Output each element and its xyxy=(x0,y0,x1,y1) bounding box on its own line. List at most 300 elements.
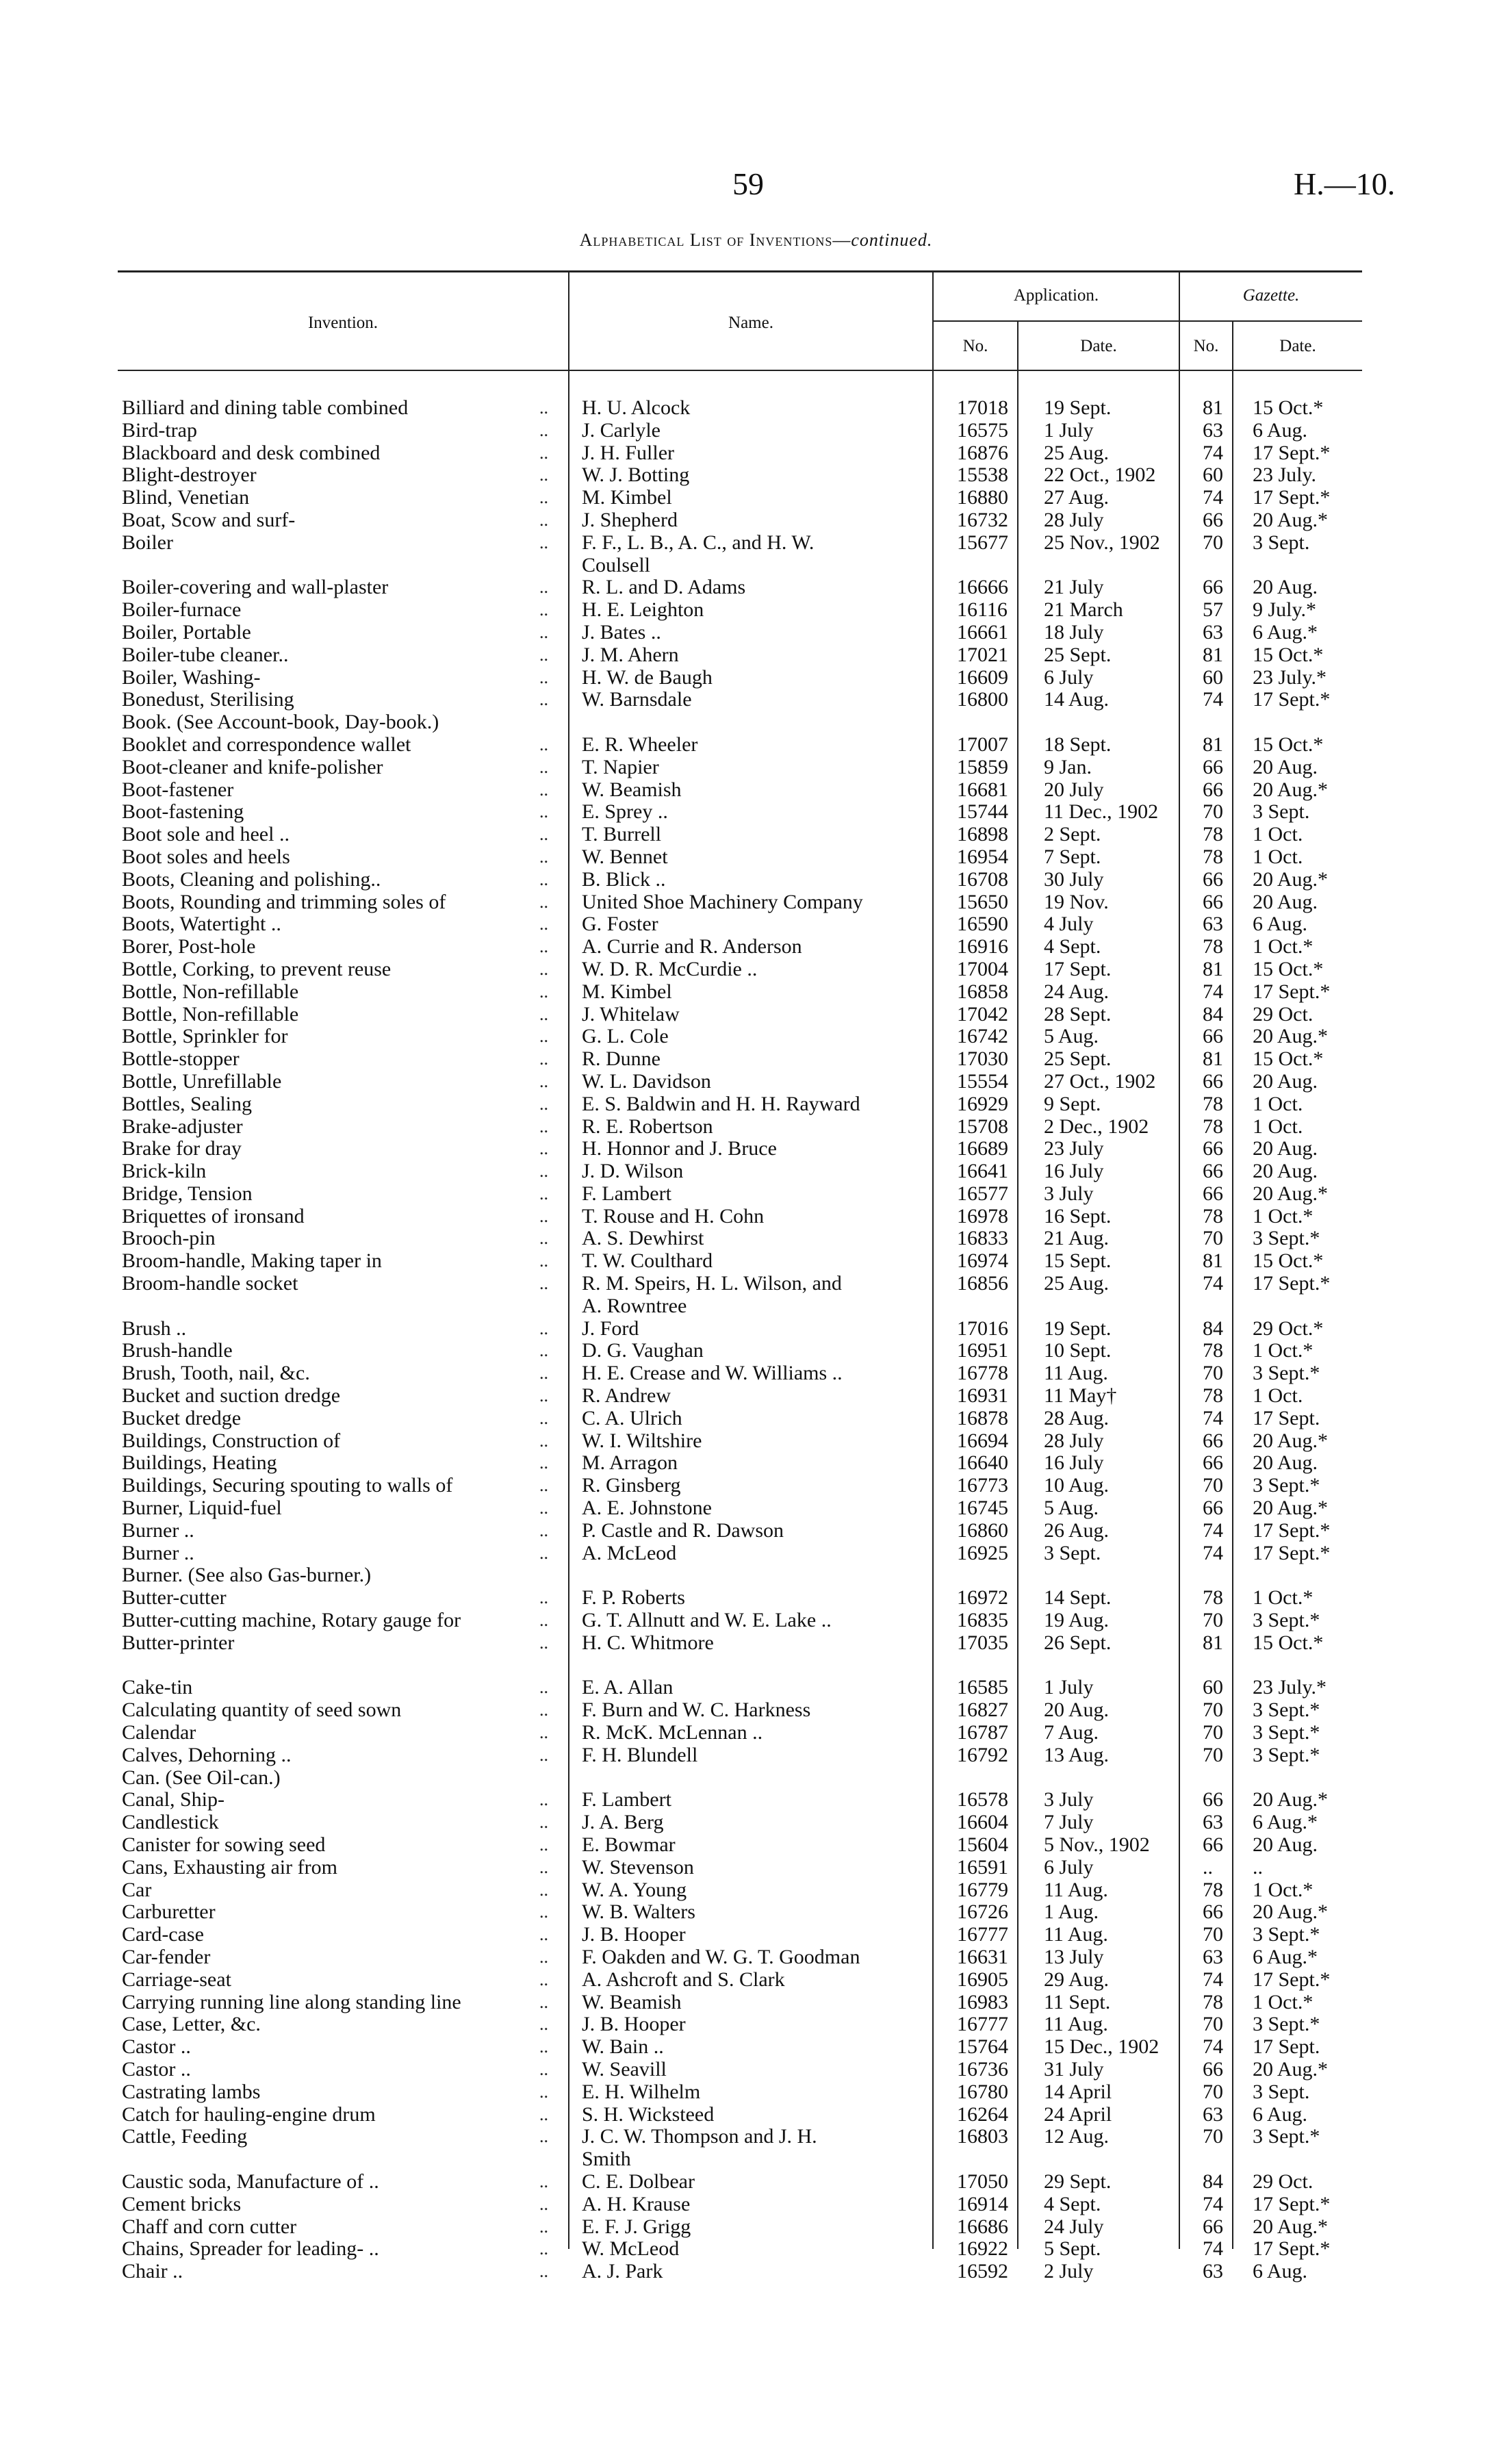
leader-dots: .. xyxy=(539,1183,548,1204)
gazette-number-cell: 63 xyxy=(1203,913,1223,936)
header-name: Name. xyxy=(728,314,773,332)
application-number-cell: 16640 xyxy=(957,1451,1008,1475)
page-number: 59 xyxy=(732,166,764,201)
gazette-date-cell: 17 Sept. xyxy=(1253,2035,1320,2059)
leader-dots: .. xyxy=(539,1363,548,1384)
name-cell: W. B. Walters xyxy=(582,1901,695,1924)
application-date-cell: 1 July xyxy=(1044,418,1094,442)
table-row xyxy=(0,2036,1512,2059)
name-cell: E. H. Wilhelm xyxy=(582,2081,701,2103)
name-cell: J. Whitelaw xyxy=(582,1003,680,1026)
leader-dots: .. xyxy=(539,1273,548,1294)
leader-dots: .. xyxy=(539,1228,548,1249)
leader-dots: .. xyxy=(539,824,548,845)
gazette-date-cell: 6 Aug. xyxy=(1253,2260,1308,2283)
gazette-date-cell: 17 Sept.* xyxy=(1253,486,1331,509)
table-row xyxy=(0,1430,1512,1453)
name-cell: J. A. Berg xyxy=(582,1811,664,1834)
leader-dots: .. xyxy=(539,1969,548,1989)
name-cell: H. Honnor and J. Bruce xyxy=(582,1138,777,1160)
document-reference: H.—10. xyxy=(1294,166,1396,201)
table-row xyxy=(0,1699,1512,1722)
application-date-cell: 9 Jan. xyxy=(1044,755,1092,778)
table-row xyxy=(0,756,1512,779)
name-cell: W. Bain .. xyxy=(582,2036,664,2059)
gazette-date-cell: 20 Aug.* xyxy=(1253,1429,1329,1452)
application-number-cell: 17042 xyxy=(957,1002,1008,1026)
table-row xyxy=(0,1183,1512,1206)
name-cell: A. Currie and R. Anderson xyxy=(582,936,802,958)
application-date-cell: 12 Aug. xyxy=(1044,2125,1110,2148)
application-date-cell: 17 Sept. xyxy=(1044,957,1112,980)
invention-cell: Catch for hauling-engine drum xyxy=(122,2103,376,2126)
gazette-number-cell: 81 xyxy=(1203,1631,1223,1654)
gazette-number-cell: 63 xyxy=(1203,1811,1223,1834)
gazette-number-cell: 66 xyxy=(1203,508,1223,531)
gazette-number-cell: 63 xyxy=(1203,620,1223,644)
application-date-cell: 11 Aug. xyxy=(1044,1923,1108,1946)
application-date-cell: 5 Aug. xyxy=(1044,1497,1099,1520)
invention-cell: Car xyxy=(122,1879,152,1901)
application-date-cell: 25 Aug. xyxy=(1044,441,1110,464)
gazette-number-cell: 70 xyxy=(1203,1227,1223,1250)
gazette-date-cell: 20 Aug. xyxy=(1253,1069,1318,1093)
application-date-cell: 1 Aug. xyxy=(1044,1900,1099,1924)
leader-dots: .. xyxy=(539,465,548,485)
gazette-date-cell: 1 Oct.* xyxy=(1253,1586,1314,1610)
application-date-cell: 13 Aug. xyxy=(1044,1743,1110,1766)
application-date-cell: 28 July xyxy=(1044,508,1104,531)
gazette-date-cell: 23 July. xyxy=(1253,463,1317,487)
application-date-cell: 14 April xyxy=(1044,2080,1112,2103)
application-date-cell: 13 July xyxy=(1044,1945,1104,1968)
name-cell: J. D. Wilson xyxy=(582,1160,684,1183)
application-number-cell: 16689 xyxy=(957,1137,1008,1160)
gazette-date-cell: 3 Sept.* xyxy=(1253,1474,1320,1497)
leader-dots: .. xyxy=(539,2104,548,2124)
table-row xyxy=(0,1452,1512,1475)
application-number-cell: 15744 xyxy=(957,800,1008,824)
invention-cell: Boiler-covering and wall-plaster xyxy=(122,576,389,599)
application-number-cell: 16590 xyxy=(957,913,1008,936)
leader-dots: .. xyxy=(539,2059,548,2079)
application-date-cell: 1 July xyxy=(1044,1676,1094,1699)
name-cell: A. J. Park xyxy=(582,2261,663,2283)
invention-cell: Bottle, Sprinkler for xyxy=(122,1026,288,1048)
name-cell: J. Ford xyxy=(582,1317,639,1340)
table-row xyxy=(0,1789,1512,1811)
name-cell: R. Dunne xyxy=(582,1048,661,1071)
gazette-date-cell: 6 Aug. xyxy=(1253,2102,1308,2126)
application-date-cell: 14 Sept. xyxy=(1044,1586,1112,1610)
application-date-cell: 29 Sept. xyxy=(1044,2170,1112,2193)
application-number-cell: 17016 xyxy=(957,1317,1008,1340)
gazette-date-cell: 17 Sept. xyxy=(1253,1406,1320,1429)
leader-dots: .. xyxy=(539,2037,548,2057)
leader-dots: .. xyxy=(539,600,548,620)
gazette-date-cell: 17 Sept.* xyxy=(1253,2237,1331,2261)
application-number-cell: 16631 xyxy=(957,1945,1008,1968)
application-number-cell: 16951 xyxy=(957,1339,1008,1362)
invention-cell: Blind, Venetian xyxy=(122,487,250,509)
gazette-date-cell: 3 Sept. xyxy=(1253,531,1310,554)
name-cell: T. Burrell xyxy=(582,824,662,846)
invention-cell: Boiler-furnace xyxy=(122,599,242,622)
gazette-date-cell: 17 Sept.* xyxy=(1253,1518,1331,1542)
application-date-cell: 19 Aug. xyxy=(1044,1609,1110,1632)
invention-cell: Bonedust, Sterilising xyxy=(122,689,294,711)
application-number-cell: 16732 xyxy=(957,508,1008,531)
application-number-cell: 16778 xyxy=(957,1362,1008,1385)
invention-cell: Caustic soda, Manufacture of .. xyxy=(122,2170,379,2193)
application-number-cell: 16592 xyxy=(957,2260,1008,2283)
name-cell: G. T. Allnutt and W. E. Lake .. xyxy=(582,1610,832,1632)
name-cell: F. P. Roberts xyxy=(582,1587,685,1610)
list-title xyxy=(0,230,1512,251)
name-cell: C. A. Ulrich xyxy=(582,1407,682,1429)
invention-cell: Brick-kiln xyxy=(122,1160,207,1183)
leader-dots: .. xyxy=(539,1902,548,1922)
name-cell: E. F. J. Grigg xyxy=(582,2215,691,2238)
name-cell: W. Bennet xyxy=(582,845,668,868)
leader-dots: .. xyxy=(539,622,548,642)
application-number-cell: 17018 xyxy=(957,396,1008,419)
name-cell: J. Carlyle xyxy=(582,419,661,442)
gazette-number-cell: 70 xyxy=(1203,1362,1223,1385)
leader-dots: .. xyxy=(539,914,548,934)
gazette-date-cell: 17 Sept.* xyxy=(1253,2192,1331,2215)
gazette-number-cell: 60 xyxy=(1203,463,1223,487)
application-number-cell: 16898 xyxy=(957,823,1008,846)
invention-cell: Burner, Liquid-fuel xyxy=(122,1497,282,1520)
invention-cell: Castor .. xyxy=(122,2036,191,2059)
gazette-number-cell: 63 xyxy=(1203,2102,1223,2126)
table-row xyxy=(0,555,1512,577)
name-cell: F. Oakden and W. G. T. Goodman xyxy=(582,1946,860,1968)
application-number-cell: 16686 xyxy=(957,2215,1008,2238)
name-cell: F. Lambert xyxy=(582,1789,671,1811)
leader-dots: .. xyxy=(539,1790,548,1810)
invention-cell: Briquettes of ironsand xyxy=(122,1205,305,1228)
application-date-cell: 21 March xyxy=(1044,598,1123,622)
application-number-cell: 15604 xyxy=(957,1833,1008,1856)
leader-dots: .. xyxy=(539,644,548,665)
name-cell: T. W. Coulthard xyxy=(582,1250,713,1273)
gazette-number-cell: 78 xyxy=(1203,1878,1223,1901)
gazette-number-cell: 70 xyxy=(1203,531,1223,554)
table-row xyxy=(0,1677,1512,1699)
gazette-date-cell: 1 Oct. xyxy=(1253,845,1303,868)
gazette-date-cell: 20 Aug.* xyxy=(1253,1497,1329,1520)
application-number-cell: 15554 xyxy=(957,1069,1008,1093)
invention-cell: Borer, Post-hole xyxy=(122,936,256,958)
table-row xyxy=(0,2171,1512,2193)
table-row xyxy=(0,599,1512,622)
application-date-cell: 16 July xyxy=(1044,1160,1104,1183)
table-row xyxy=(0,2059,1512,2081)
invention-cell: Boiler xyxy=(122,531,173,554)
name-cell: E. Sprey .. xyxy=(582,801,668,824)
name-cell: W. Beamish xyxy=(582,778,682,801)
gazette-number-cell: 66 xyxy=(1203,755,1223,778)
invention-cell: Brake for dray xyxy=(122,1138,242,1160)
table-row xyxy=(0,1969,1512,1992)
table-row xyxy=(0,464,1512,487)
name-cell: A. McLeod xyxy=(582,1542,677,1564)
name-cell: United Shoe Machinery Company xyxy=(582,891,863,913)
name-cell: E. R. Wheeler xyxy=(582,733,698,756)
gazette-number-cell: 78 xyxy=(1203,1204,1223,1228)
application-date-cell: 26 Aug. xyxy=(1044,1518,1110,1542)
leader-dots: .. xyxy=(539,1610,548,1631)
leader-dots: .. xyxy=(539,1722,548,1743)
application-date-cell: 11 Aug. xyxy=(1044,1362,1108,1385)
table-row xyxy=(0,1004,1512,1026)
name-cell: W. Stevenson xyxy=(582,1856,694,1879)
application-number-cell: 16860 xyxy=(957,1518,1008,1542)
table-row xyxy=(0,1992,1512,2014)
gazette-number-cell: 70 xyxy=(1203,2080,1223,2103)
application-date-cell: 19 Nov. xyxy=(1044,890,1109,913)
leader-dots: .. xyxy=(539,779,548,800)
name-cell: Coulsell xyxy=(582,554,651,576)
application-date-cell: 20 July xyxy=(1044,778,1104,801)
application-number-cell: 16931 xyxy=(957,1384,1008,1408)
gazette-number-cell: 66 xyxy=(1203,1069,1223,1093)
name-cell: W. I. Wiltshire xyxy=(582,1429,702,1452)
leader-dots: .. xyxy=(539,846,548,867)
name-cell: A. E. Johnstone xyxy=(582,1497,712,1520)
name-cell: H. E. Crease and W. Williams .. xyxy=(582,1362,843,1385)
gazette-date-cell: 1 Oct.* xyxy=(1253,1204,1314,1228)
invention-cell: Butter-printer xyxy=(122,1631,235,1654)
gazette-date-cell: 23 July.* xyxy=(1253,1676,1327,1699)
gazette-number-cell: 66 xyxy=(1203,1182,1223,1205)
name-cell: E. S. Baldwin and H. H. Rayward xyxy=(582,1093,860,1115)
invention-cell: Canister for sowing seed xyxy=(122,1834,326,1856)
application-number-cell: 16578 xyxy=(957,1788,1008,1811)
gazette-number-cell: 78 xyxy=(1203,1586,1223,1610)
leader-dots: .. xyxy=(539,1004,548,1024)
application-number-cell: 17021 xyxy=(957,643,1008,666)
gazette-date-cell: 15 Oct.* xyxy=(1253,1249,1324,1273)
application-number-cell: 16929 xyxy=(957,1092,1008,1115)
application-date-cell: 11 Aug. xyxy=(1044,1878,1108,1901)
application-number-cell: 15538 xyxy=(957,463,1008,487)
invention-cell: Boat, Scow and surf- xyxy=(122,509,296,531)
gazette-number-cell: 60 xyxy=(1203,1676,1223,1699)
leader-dots: .. xyxy=(539,1453,548,1473)
invention-cell: Buildings, Construction of xyxy=(122,1429,341,1452)
header-invention: Invention. xyxy=(307,314,379,332)
name-cell: A. S. Dewhirst xyxy=(582,1228,704,1250)
gazette-date-cell: 1 Oct. xyxy=(1253,1384,1303,1408)
gazette-number-cell: 74 xyxy=(1203,2192,1223,2215)
application-date-cell: 15 Sept. xyxy=(1044,1249,1112,1273)
application-number-cell: 17035 xyxy=(957,1631,1008,1654)
application-date-cell: 10 Sept. xyxy=(1044,1339,1112,1362)
gazette-number-cell: 81 xyxy=(1203,957,1223,980)
name-cell: W. Beamish xyxy=(582,1991,682,2013)
leader-dots: .. xyxy=(539,937,548,957)
application-number-cell: 16974 xyxy=(957,1249,1008,1273)
leader-dots: .. xyxy=(539,1026,548,1047)
name-cell: R. Ginsberg xyxy=(582,1475,681,1497)
application-date-cell: 28 July xyxy=(1044,1429,1104,1452)
leader-dots: .. xyxy=(539,1588,548,1608)
gazette-date-cell: 3 Sept.* xyxy=(1253,1362,1320,1385)
gazette-number-cell: 66 xyxy=(1203,778,1223,801)
invention-cell: Boots, Cleaning and polishing.. xyxy=(122,868,381,891)
gazette-date-cell: 20 Aug. xyxy=(1253,890,1318,913)
application-date-cell: 25 Aug. xyxy=(1044,1272,1110,1295)
gazette-number-cell: 78 xyxy=(1203,935,1223,958)
name-cell: W. D. R. McCurdie .. xyxy=(582,958,758,980)
application-number-cell: 16925 xyxy=(957,1541,1008,1564)
application-number-cell: 16878 xyxy=(957,1406,1008,1429)
application-date-cell: 7 July xyxy=(1044,1811,1094,1834)
name-cell: A. Rowntree xyxy=(582,1295,687,1317)
invention-cell: Canal, Ship- xyxy=(122,1789,225,1811)
gazette-date-cell: 1 Oct. xyxy=(1253,1115,1303,1138)
invention-cell: Booklet and correspondence wallet xyxy=(122,733,411,756)
table-row xyxy=(0,1857,1512,1879)
invention-cell: Brush-handle xyxy=(122,1340,233,1362)
table-row xyxy=(0,2148,1512,2171)
invention-cell: Cake-tin xyxy=(122,1677,193,1699)
application-number-cell: 16661 xyxy=(957,620,1008,644)
invention-cell: Boot-cleaner and knife-polisher xyxy=(122,756,383,778)
leader-dots: .. xyxy=(539,958,548,979)
application-date-cell: 30 July xyxy=(1044,867,1104,891)
leader-dots: .. xyxy=(539,1318,548,1338)
gazette-number-cell: 78 xyxy=(1203,1092,1223,1115)
application-date-cell: 21 July xyxy=(1044,576,1104,599)
table-row xyxy=(0,644,1512,667)
gazette-number-cell: 81 xyxy=(1203,643,1223,666)
table-row xyxy=(0,420,1512,442)
table-row xyxy=(0,1811,1512,1834)
invention-cell: Castor .. xyxy=(122,2058,191,2081)
application-number-cell: 16792 xyxy=(957,1743,1008,1766)
application-number-cell: 16803 xyxy=(957,2125,1008,2148)
table-row xyxy=(0,1564,1512,1587)
table-row xyxy=(0,913,1512,936)
gazette-number-cell: 74 xyxy=(1203,2237,1223,2261)
table-row xyxy=(0,532,1512,555)
table-row xyxy=(0,1542,1512,1565)
application-date-cell: 11 Aug. xyxy=(1044,2013,1108,2036)
application-subheader-rule xyxy=(932,320,1362,322)
table-row xyxy=(0,2081,1512,2104)
application-date-cell: 11 Sept. xyxy=(1044,1990,1111,2013)
invention-cell: Bucket dredge xyxy=(122,1407,242,1429)
table-row xyxy=(0,2126,1512,2148)
gazette-date-cell: 17 Sept.* xyxy=(1253,441,1331,464)
invention-cell: Boot sole and heel .. xyxy=(122,824,290,846)
leader-dots: .. xyxy=(539,981,548,1002)
application-number-cell: 16694 xyxy=(957,1429,1008,1452)
application-number-cell: 16916 xyxy=(957,935,1008,958)
application-date-cell: 25 Sept. xyxy=(1044,643,1112,666)
gazette-date-cell: 17 Sept.* xyxy=(1253,1272,1331,1295)
gazette-number-cell: 63 xyxy=(1203,2260,1223,2283)
name-cell: W. A. Young xyxy=(582,1879,687,1901)
gazette-number-cell: 81 xyxy=(1203,1047,1223,1071)
application-number-cell: 16742 xyxy=(957,1025,1008,1048)
table-row xyxy=(0,711,1512,734)
gazette-number-cell: 70 xyxy=(1203,2013,1223,2036)
application-date-cell: 31 July xyxy=(1044,2057,1104,2081)
application-number-cell: 16880 xyxy=(957,486,1008,509)
gazette-date-cell: 17 Sept.* xyxy=(1253,980,1331,1003)
name-cell: G. L. Cole xyxy=(582,1026,669,1048)
application-date-cell: 3 Sept. xyxy=(1044,1541,1101,1564)
invention-cell: Boot-fastener xyxy=(122,778,234,801)
name-cell: R. M. Speirs, H. L. Wilson, and xyxy=(582,1273,842,1295)
application-number-cell: 16708 xyxy=(957,867,1008,891)
table-row xyxy=(0,509,1512,532)
table-row xyxy=(0,622,1512,644)
gazette-date-cell: 20 Aug. xyxy=(1253,1137,1318,1160)
invention-cell: Brake-adjuster xyxy=(122,1115,243,1138)
gazette-number-cell: 66 xyxy=(1203,1429,1223,1452)
gazette-date-cell: 6 Aug.* xyxy=(1253,1945,1318,1968)
leader-dots: .. xyxy=(539,1677,548,1698)
table-row xyxy=(0,1632,1512,1655)
application-number-cell: 16777 xyxy=(957,1923,1008,1946)
leader-dots: .. xyxy=(539,1879,548,1900)
gazette-date-cell: 3 Sept.* xyxy=(1253,1721,1320,1744)
table-row xyxy=(0,1744,1512,1767)
application-date-cell: 7 Sept. xyxy=(1044,845,1101,868)
leader-dots: .. xyxy=(539,1498,548,1518)
invention-cell: Chaff and corn cutter xyxy=(122,2215,297,2238)
table-row xyxy=(0,958,1512,981)
gazette-date-cell: 20 Aug.* xyxy=(1253,1900,1329,1924)
invention-cell: Blackboard and desk combined xyxy=(122,442,381,464)
table-row xyxy=(0,891,1512,914)
gazette-number-cell: 74 xyxy=(1203,1406,1223,1429)
gazette-number-cell: 66 xyxy=(1203,1451,1223,1475)
table-row xyxy=(0,779,1512,802)
table-row xyxy=(0,576,1512,599)
gazette-date-cell: 29 Oct.* xyxy=(1253,1317,1324,1340)
invention-cell: Buildings, Heating xyxy=(122,1452,277,1475)
name-cell: J. C. W. Thompson and J. H. xyxy=(582,2126,817,2148)
application-date-cell: 24 July xyxy=(1044,2215,1104,2238)
leader-dots: .. xyxy=(539,1116,548,1136)
application-number-cell: 16833 xyxy=(957,1227,1008,1250)
leader-dots: .. xyxy=(539,1475,548,1496)
name-cell: H. W. de Baugh xyxy=(582,666,713,689)
gazette-date-cell: 17 Sept.* xyxy=(1253,688,1331,711)
leader-dots: .. xyxy=(539,667,548,687)
gazette-number-cell: 66 xyxy=(1203,1900,1223,1924)
gazette-date-cell: 20 Aug. xyxy=(1253,1160,1318,1183)
application-number-cell: 16922 xyxy=(957,2237,1008,2261)
table-row xyxy=(0,2238,1512,2261)
header-gazette: Gazette. xyxy=(1242,286,1300,305)
table-row xyxy=(0,936,1512,958)
gazette-date-cell: 20 Aug.* xyxy=(1253,1025,1329,1048)
application-number-cell: 16983 xyxy=(957,1990,1008,2013)
application-date-cell: 4 July xyxy=(1044,913,1094,936)
name-cell: J. B. Hooper xyxy=(582,1924,686,1946)
gazette-date-cell: 6 Aug. xyxy=(1253,418,1308,442)
invention-cell: Calves, Dehorning .. xyxy=(122,1744,292,1766)
gazette-number-cell: 84 xyxy=(1203,2170,1223,2193)
